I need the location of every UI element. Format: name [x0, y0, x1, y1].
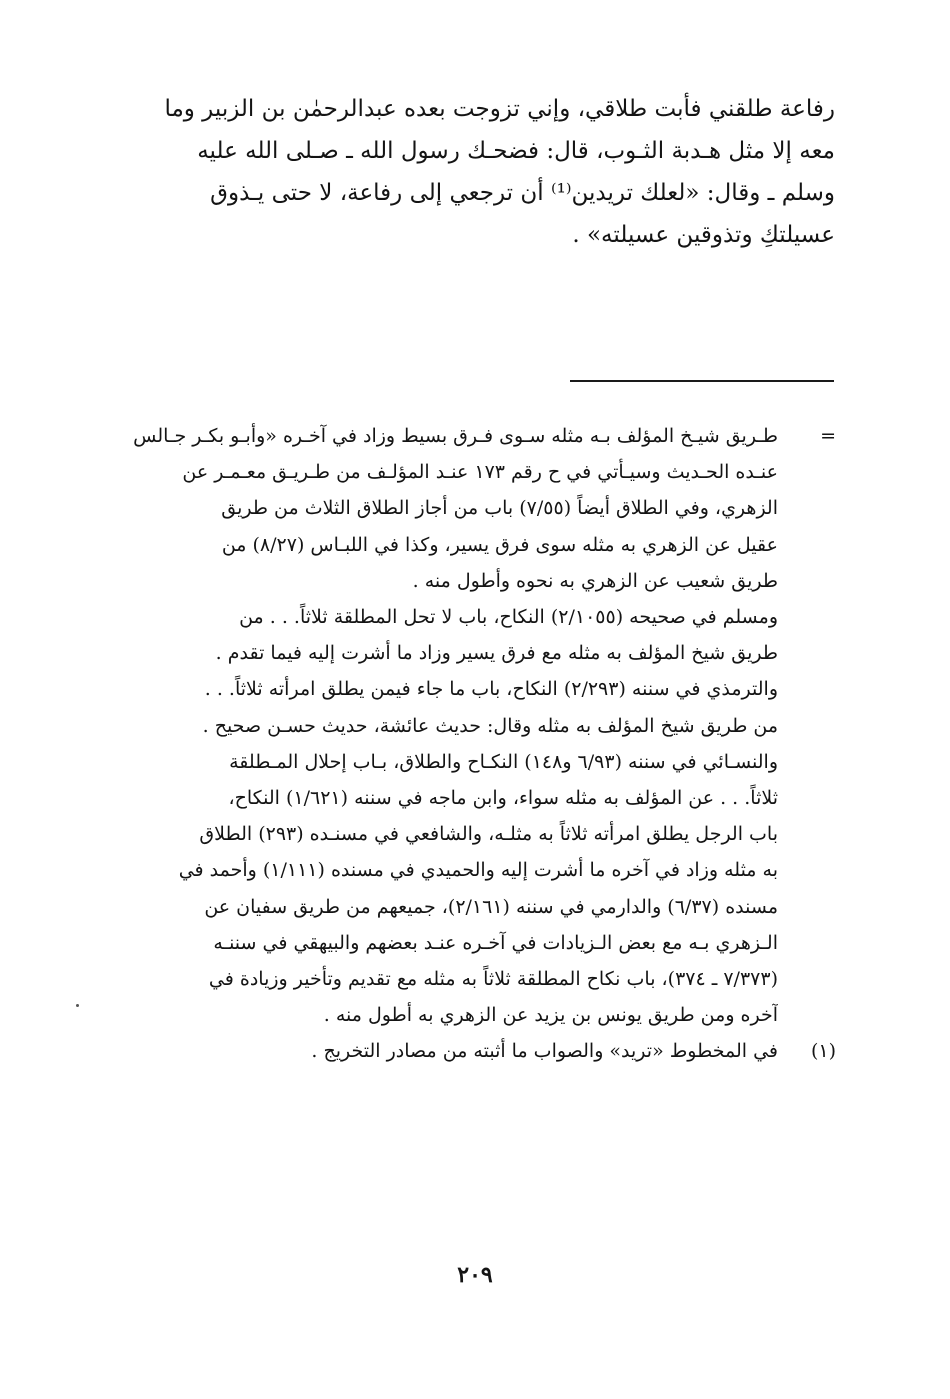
footnote-continuation-marker: =	[820, 425, 836, 447]
footnote-divider	[570, 380, 834, 382]
footnote-line: من طريق شيخ المؤلف به مثله وقال: حديث عائشة، حديث حسـن صحيح .	[202, 714, 778, 737]
footnotes	[118, 418, 838, 1070]
footnote-line: طريق شعيب عن الزهري به نحوه وأطول منه .	[412, 569, 778, 592]
footnote-line: ومسلم في صحيحه (٢/١٠٥٥) النكاح، باب لا تحل المطلقة ثلاثاً. . . من	[239, 606, 778, 629]
footnote-line: الـزهري بـه مع بعض الـزيادات في آخـره عنـد بعضهم والبيهقي في سننـه	[213, 931, 778, 954]
footnote-line: باب الرجل يطلق امرأته ثلاثاً به مثلـه، والشافعي في مسنـده (٢٩٣) الطلاق	[199, 823, 778, 846]
footnote-line: طـريق شيـخ المؤلف بـه مثله سـوى فـرق بسيط وزاد في آخـره «وأبـو بكـر جـالس	[133, 425, 778, 447]
footnote-1-text: في المخطوط «تريد» والصواب ما أثبته من مصادر التخريج .	[311, 1040, 778, 1063]
footnote-1	[118, 1033, 838, 1069]
footnote-line: ثلاثاً. . . عن المؤلف به مثله سواء، وابن ماجه في سننه (١/٦٢١) النكاح،	[228, 787, 778, 810]
footnote-line: طريق شيخ المؤلف به مثله مع فرق يسير وزاد ما أشرت إليه فيما تقدم .	[215, 642, 778, 665]
main-text-line: وسلم ـ وقال: «لعلك تريدين⁽¹⁾ أن ترجعي إلى رفاعة، لا حتى يـذوق	[210, 180, 835, 206]
footnote-line: به مثله وزاد في آخره ما أشرت إليه والحميدي في مسنده (١/١١١) وأحمد في	[178, 859, 778, 882]
main-text	[125, 88, 835, 256]
footnote-line: والنسـائي في سننه (٦/٩٣ و١٤٨) النكـاح والطلاق، بـاب إحلال المـطلقة	[229, 750, 778, 773]
footnote-line: عنـده الحـديث وسيـأتي في ح رقم ١٧٣ عنـد المؤلـف من طـريـق معـمـر عن	[182, 461, 778, 484]
footnote-continuation	[118, 418, 838, 1033]
footnote-line: (٧/٣٧٣ ـ ٣٧٤)، باب نكاح المطلقة ثلاثاً به مثله مع تقديم وتأخير وزيادة في	[208, 968, 778, 991]
main-text-line: عسيلتكِ وتذوقين عسيلته» .	[572, 222, 835, 248]
main-text-line: معه إلا مثل هـدبة الثـوب، قال: فضحـك رسول الله ـ صـلى الله عليه	[197, 138, 835, 164]
footnote-line: مسنده (٦/٣٧) والدارمي في سننه (٢/١٦١)، جميعهم من طريق سفيان عن	[204, 895, 778, 918]
footnote-1-marker: (١)	[810, 1040, 836, 1063]
main-text-line: رفاعة طلقني فأبت طلاقي، وإني تزوجت بعده عبدالرحمٰن بن الزبير وما	[164, 96, 835, 122]
footnote-line: عقيل عن الزهري به مثله سوى فرق يسير، وكذا في اللبـاس (٨/٢٧) من	[221, 533, 778, 556]
footnote-line: الزهري، وفي الطلاق أيضاً (٧/٥٥) باب من أجاز الطلاق الثلاث من طريق	[221, 497, 778, 520]
scan-speck	[76, 1004, 79, 1007]
page-number: ٢٠٩	[457, 1262, 493, 1288]
footnote-line: آخره ومن طريق يونس بن يزيد عن الزهري به أطول منه .	[323, 1004, 778, 1027]
footnote-line: والترمذي في سننه (٢/٢٩٣) النكاح، باب ما جاء فيمن يطلق امرأته ثلاثاً. . .	[204, 678, 778, 701]
